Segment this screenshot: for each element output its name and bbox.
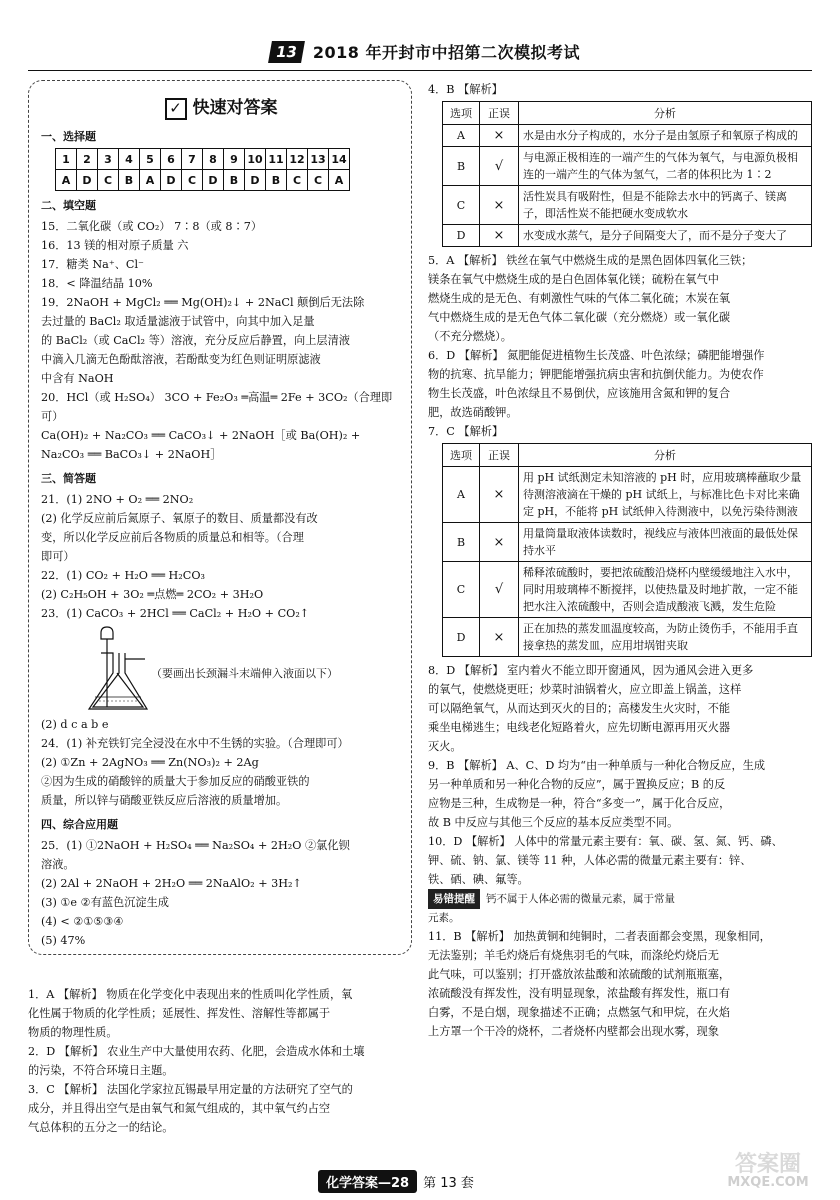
mc-number-cell: 1 — [56, 149, 77, 170]
q4-heading: 4．B 【解析】 — [428, 83, 503, 96]
answer-line: 溶液。 — [41, 858, 75, 871]
answer-line: 16．13 镁的相对原子质量 六 — [41, 239, 189, 252]
apparatus-diagram — [81, 623, 401, 715]
mc-number-cell: 2 — [77, 149, 98, 170]
mark-cell: × — [480, 125, 519, 147]
option-cell: D — [443, 225, 480, 247]
answer-line: (5) 47% — [41, 934, 86, 947]
analysis-cell: 与电源正极相连的一端产生的气体为氧气，与电源负极相连的一端产生的气体为氢气，二者的体积比为 1∶2 — [519, 147, 812, 186]
answer-line: 25．(1) ①2NaOH + H₂SO₄ ══ Na₂SO₄ + 2H₂O ②氯化钡 — [41, 839, 350, 852]
answer-line: 中滴入几滴无色酚酞溶液，若酚酞变为红色则证明原滤液 — [41, 353, 321, 366]
answer-line: 的 BaCl₂（或 CaCl₂ 等）溶液，充分反应后静置，向上层清液 — [41, 334, 350, 347]
answer-line: Ca(OH)₂ + Na₂CO₃ ══ CaCO₃↓ + 2NaOH［或 Ba(OH)₂ + — [41, 429, 361, 442]
explanation-line: 浓硫酸没有挥发性，没有明显现象，浓盐酸有挥发性，瓶口有 — [428, 987, 731, 1000]
analysis-cell: 正在加热的蒸发皿温度较高，为防止烫伤手，不能用手直接拿热的蒸发皿，应用坩埚钳夹取 — [519, 618, 812, 657]
answer-line: 22．(1) CO₂ + H₂O ══ H₂CO₃ — [41, 569, 205, 582]
mark-cell: √ — [480, 147, 519, 186]
option-cell: C — [443, 186, 480, 225]
mc-answer-cell: D — [77, 170, 98, 191]
explanation-line: 8．D 【解析】 室内着火不能立即开窗通风，因为通风会进入更多 — [428, 664, 754, 677]
answer-line: (2) C₂H₅OH + 3O₂ ═点燃═ 2CO₂ + 3H₂O — [41, 588, 264, 601]
answer-line: (2) d c a b e — [41, 718, 109, 731]
mc-number-cell: 10 — [245, 149, 266, 170]
header-rule — [28, 70, 812, 71]
col-option: 选项 — [443, 444, 480, 467]
explanation-line: 应物是三种，生成物是一种，符合“多变一”，属于化合反应， — [428, 797, 731, 810]
mc-number-cell: 8 — [203, 149, 224, 170]
table-row — [443, 618, 812, 657]
answer-line: (3) ①e ②有蓝色沉淀生成 — [41, 896, 169, 909]
section-heading: 四、综合应用题 — [41, 818, 118, 831]
table-row — [443, 125, 812, 147]
explanation-line: 的氧气，使燃烧更旺；炒菜时油锅着火，应立即盖上锅盖，这样 — [428, 683, 742, 696]
answer-line: 21．(1) 2NO + O₂ ══ 2NO₂ — [41, 493, 194, 506]
q9-explanation — [428, 756, 812, 832]
answer-line: 去过量的 BaCl₂ 取适量滤液于试管中，向其中加入足量 — [41, 315, 315, 328]
col-correctness: 正误 — [480, 102, 519, 125]
short-answers — [41, 490, 401, 623]
col-option: 选项 — [443, 102, 480, 125]
option-cell: B — [443, 147, 480, 186]
mark-cell: × — [480, 523, 519, 562]
quick-answer-box — [28, 80, 412, 955]
explanation-line: 可以隔绝氧气，从而达到灭火的目的；高楼发生火灾时，不能 — [428, 702, 731, 715]
explanation-line: 3．C 【解析】 法国化学家拉瓦锡最早用定量的方法研究了空气的 — [28, 1083, 353, 1096]
col-analysis: 分析 — [519, 102, 812, 125]
mark-cell: × — [480, 186, 519, 225]
page-number-group — [318, 1170, 474, 1193]
mc-answer-cell: C — [182, 170, 203, 191]
explanation-line: 白雾，不是白烟，现象描述不正确；点燃氢气和甲烷，在火焰 — [428, 1006, 731, 1019]
explanation-line: 6．D 【解析】 氮肥能促进植物生长茂盛、叶色浓绿；磷肥能增强作 — [428, 349, 765, 362]
explanation-line: （不充分燃烧）。 — [428, 330, 512, 343]
answer-line: 24．(1) 补充铁钉完全浸没在水中不生锈的实验。（合理即可） — [41, 737, 349, 750]
mark-cell: × — [480, 225, 519, 247]
answer-line: 17．糖类 Na⁺、Cl⁻ — [41, 258, 144, 271]
short-answers-cont — [41, 715, 401, 810]
section-heading: 三、简答题 — [41, 472, 96, 485]
mc-number-cell: 13 — [308, 149, 329, 170]
answer-line: 23．(1) CaCO₃ + 2HCl ══ CaCl₂ + H₂O + CO₂↑ — [41, 607, 310, 620]
q4-analysis-table — [442, 101, 812, 247]
mc-answer-row — [56, 170, 350, 191]
mistake-tip-text: 元素。 — [428, 912, 460, 924]
answer-line: (2) ①Zn + 2AgNO₃ ══ Zn(NO₃)₂ + 2Ag — [41, 756, 259, 769]
mc-answer-cell: A — [329, 170, 350, 191]
section-heading: 二、填空题 — [41, 199, 96, 212]
answer-line: ②因为生成的硝酸锌的质量大于参加反应的硝酸亚铁的 — [41, 775, 310, 788]
explanation-line: 1．A 【解析】 物质在化学变化中表现出来的性质叫化学性质，氧 — [28, 988, 353, 1001]
application-answers — [41, 836, 401, 950]
analysis-cell: 用量筒量取液体读数时，视线应与液体凹液面的最低处保持水平 — [519, 523, 812, 562]
right-column — [428, 80, 812, 1041]
fill-answers — [41, 217, 401, 464]
page-footer — [0, 1152, 840, 1192]
mc-answer-cell: D — [245, 170, 266, 191]
answer-line: 19．2NaOH + MgCl₂ ══ Mg(OH)₂↓ + 2NaCl 颠倒后无法除 — [41, 296, 365, 309]
mc-answer-cell: B — [224, 170, 245, 191]
page-header — [0, 0, 840, 62]
explanation-line: 铁、硒、碘、氟等。 — [428, 873, 529, 886]
mistake-tip-label: 易错提醒 — [428, 889, 480, 909]
answer-line: Na₂CO₃ ══ BaCO₃↓ + 2NaOH］ — [41, 448, 222, 461]
mc-number-cell: 7 — [182, 149, 203, 170]
q6-explanation — [428, 346, 812, 422]
explanation-line: 无法鉴别；羊毛灼烧后有烧焦羽毛的气味，而涤纶灼烧后无 — [428, 949, 719, 962]
left-column — [28, 80, 412, 955]
mc-number-cell: 6 — [161, 149, 182, 170]
explanation-line: 11．B 【解析】 加热黄铜和纯铜时，二者表面都会变黑，现象相同， — [428, 930, 771, 943]
explanation-line: 物质的物理性质。 — [28, 1026, 118, 1039]
mc-number-row — [56, 149, 350, 170]
mark-cell: × — [480, 618, 519, 657]
explanation-line: 成分，并且得出空气是由氧气和氮气组成的，其中氧气约占空 — [28, 1102, 331, 1115]
checkmark-icon: ✓ — [165, 98, 187, 120]
page-number: 化学答案—28 — [318, 1170, 417, 1193]
answer-line: 质量，所以锌与硝酸亚铁反应后溶液的质量增加。 — [41, 794, 288, 807]
option-cell: B — [443, 523, 480, 562]
exam-title: 2018 年开封市中招第二次模拟考试 — [312, 43, 580, 62]
mc-answer-cell: A — [56, 170, 77, 191]
table-row — [443, 186, 812, 225]
explanation-line: 10．D 【解析】 人体中的常量元素主要有：氧、碳、氢、氮、钙、磷、 — [428, 835, 783, 848]
flask-funnel-icon — [81, 623, 151, 715]
mc-answer-cell: D — [203, 170, 224, 191]
left-explanations — [28, 985, 412, 1137]
answer-line: 20．HCl（或 H₂SO₄） 3CO + Fe₂O₃ ═高温═ 2Fe + 3CO₂（合理即可） — [41, 391, 393, 423]
section-heading: 一、选择题 — [41, 130, 96, 143]
mc-number-cell: 9 — [224, 149, 245, 170]
mc-answer-cell: C — [287, 170, 308, 191]
explanation-line: 此气味，可以鉴别；打开盛放浓盐酸和浓硫酸的试剂瓶瓶塞， — [428, 968, 731, 981]
option-cell: A — [443, 125, 480, 147]
explanation-line: 乘坐电梯逃生；电线老化短路着火，应先切断电源再用灭火器 — [428, 721, 731, 734]
option-cell: D — [443, 618, 480, 657]
explanation-line: 2．D 【解析】 农业生产中大量使用农药、化肥，会造成水体和土壤 — [28, 1045, 365, 1058]
analysis-cell: 活性炭具有吸附性，但是不能除去水中的钙离子、镁离子，即活性炭不能把硬水变成软水 — [519, 186, 812, 225]
header-title-group — [270, 40, 580, 63]
explanation-line: 气总体积的五分之一的结论。 — [28, 1121, 174, 1134]
answer-line: (2) 化学反应前后氮原子、氧原子的数目、质量都没有改 — [41, 512, 318, 525]
option-cell: C — [443, 562, 480, 618]
analysis-cell: 用 pH 试纸测定未知溶液的 pH 时，应用玻璃棒蘸取少量待测溶液滴在干燥的 pH 试纸上，与标准比色卡对比来确定 pH，不能将 pH 试纸伸入待测液中，以免污染待测液 — [519, 467, 812, 523]
q5-explanation — [428, 251, 812, 346]
option-cell: A — [443, 467, 480, 523]
answer-line: 即可） — [41, 550, 75, 563]
mc-number-cell: 3 — [98, 149, 119, 170]
mc-answer-cell: A — [140, 170, 161, 191]
answer-line: 变，所以化学反应前后各物质的质量总和相等。（合理 — [41, 531, 304, 544]
mc-number-cell: 4 — [119, 149, 140, 170]
explanation-line: 化性属于物质的化学性质；延展性、挥发性、溶解性等都属于 — [28, 1007, 331, 1020]
set-label: 第 13 套 — [423, 1176, 474, 1191]
explanation-line: 物的抗寒、抗旱能力；钾肥能增强抗病虫害和抗倒伏能力。为使农作 — [428, 368, 764, 381]
analysis-cell: 稀释浓硫酸时，要把浓硫酸沿烧杯内壁缓缓地注入水中，同时用玻璃棒不断搅拌，以使热量及时地扩散，一定不能把水注入浓硫酸中，否则会造成酸液飞溅，发生危险 — [519, 562, 812, 618]
mc-answer-cell: B — [119, 170, 140, 191]
q11-explanation — [428, 927, 812, 1041]
mc-number-cell: 14 — [329, 149, 350, 170]
mc-number-cell: 12 — [287, 149, 308, 170]
explanation-line: 灭火。 — [428, 740, 462, 753]
answer-line: 中含有 NaOH — [41, 372, 114, 385]
mc-number-cell: 11 — [266, 149, 287, 170]
explanation-line: 上方罩一个干冷的烧杯，二者烧杯内壁都会出现水雾，现象 — [428, 1025, 719, 1038]
explanation-line: 钾、硫、钠、氯、镁等 11 种，人体必需的微量元素主要有：锌、 — [428, 854, 752, 867]
answer-line: (2) 2Al + 2NaOH + 2H₂O ══ 2NaAlO₂ + 3H₂↑ — [41, 877, 302, 890]
mark-cell: × — [480, 467, 519, 523]
explanation-line: 镁条在氧气中燃烧生成的是白色固体氧化镁；硫粉在氧气中 — [428, 273, 719, 286]
col-correctness: 正误 — [480, 444, 519, 467]
mc-answer-cell: B — [266, 170, 287, 191]
table-row — [443, 467, 812, 523]
mc-answer-cell: D — [161, 170, 182, 191]
mc-answer-cell: C — [308, 170, 329, 191]
q7-heading: 7．C 【解析】 — [428, 425, 504, 438]
answer-line: (4) < ②①⑤③④ — [41, 915, 124, 928]
apparatus-note: （要画出长颈漏斗末端伸入液面以下） — [151, 667, 338, 680]
mark-cell: √ — [480, 562, 519, 618]
set-number-badge: 13 — [268, 41, 305, 63]
mistake-tip — [428, 889, 812, 927]
explanation-line: 气中燃烧生成的是无色气体二氧化碳（充分燃烧）或一氧化碳 — [428, 311, 731, 324]
table-row — [443, 523, 812, 562]
q10-explanation — [428, 832, 812, 889]
explanation-line: 燃烧生成的是无色、有刺激性气味的气体二氧化硫；木炭在氧 — [428, 292, 731, 305]
mc-answer-table — [55, 148, 350, 191]
q7-analysis-table — [442, 443, 812, 657]
q8-explanation — [428, 661, 812, 756]
table-row — [443, 562, 812, 618]
analysis-cell: 水变成水蒸气，是分子间隔变大了，而不是分子变大了 — [519, 225, 812, 247]
explanation-line: 的污染，不符合环境日主题。 — [28, 1064, 174, 1077]
analysis-cell: 水是由水分子构成的，水分子是由氢原子和氧原子构成的 — [519, 125, 812, 147]
quick-answer-title: ✓ 快速对答案 — [41, 93, 401, 120]
mistake-tip-text: 钙不属于人体必需的微量元素，属于常量 — [486, 893, 675, 905]
table-header-row — [443, 102, 812, 125]
table-row — [443, 225, 812, 247]
mc-answer-cell: C — [98, 170, 119, 191]
answer-line: 15．二氧化碳（或 CO₂） 7∶8（或 8∶7） — [41, 220, 263, 233]
explanation-line: 9．B 【解析】 A、C、D 均为“由一种单质与一种化合物反应，生成 — [428, 759, 766, 772]
watermark-logo: 答案圈 MXQE.COM — [727, 1152, 809, 1190]
answer-line: 18．< 降温结晶 10% — [41, 277, 153, 290]
mc-number-cell: 5 — [140, 149, 161, 170]
table-header-row — [443, 444, 812, 467]
explanation-line: 另一种单质和另一种化合物的反应”，属于置换反应；B 的反 — [428, 778, 726, 791]
col-analysis: 分析 — [519, 444, 812, 467]
explanation-line: 物生长茂盛，叶色浓绿且不易倒伏，应该施用含氮和钾的复合 — [428, 387, 731, 400]
explanation-line: 肥，故选硝酸钾。 — [428, 406, 518, 419]
explanation-line: 5．A 【解析】 铁丝在氧气中燃烧生成的是黑色固体四氧化三铁； — [428, 254, 753, 267]
table-row — [443, 147, 812, 186]
explanation-line: 故 B 中反应与其他三个反应的基本反应类型不同。 — [428, 816, 679, 829]
